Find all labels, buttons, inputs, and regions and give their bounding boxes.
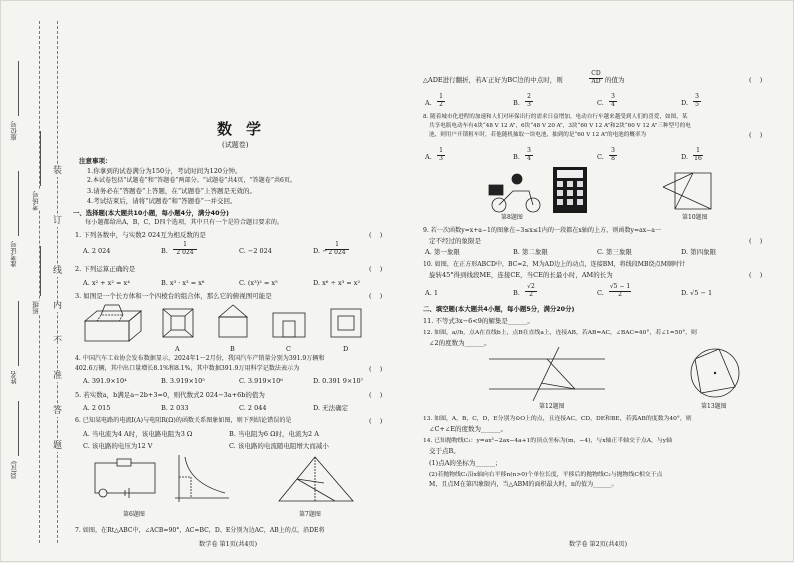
battery-keypad-illustration [553,167,587,213]
note-item: 1.你拿到的试卷满分为150分，考试时间为120分钟。 [87,167,242,175]
q12-q13-figures [489,347,769,403]
section2-heading: 二、填空题(本大题共4小题，每小题5分，满分20分) [423,305,575,313]
parallel-lines-figure [489,347,605,401]
strip-word: 订 [53,216,63,226]
q3-figures [79,303,379,345]
q4-option-a: A. 391.9×10⁴ [83,377,127,385]
question-7-cont: △ADE进行翻折，若A′正好为BC边的中点时，则 [423,76,563,84]
question-10-line: 旋转45°得到线段ME，连接CE，当CE的长最小时，AM的长为 [429,271,613,279]
q8-d-num: 1 [693,148,703,156]
strip-word: 线 [53,266,63,276]
q7-b-den: 3 [527,101,531,108]
question-13-line: ∠C+∠E的度数为______。 [429,425,508,433]
q3-option-c-figure [273,313,305,337]
q8-option-b: B. [513,153,520,161]
answer-paren: ( ) [749,271,763,279]
triangle-figure [279,457,353,501]
q10-c-num: √5 − 1 [609,283,631,290]
page-footer: 数学卷 第1页(共4页) [199,541,257,548]
q3-label-d: D [343,345,349,353]
q7-option-d: D. [681,99,689,107]
scooter-illustration [489,174,540,212]
binding-strip [1,1,69,563]
q1-option-a: A. 2 024 [83,247,111,255]
fig6-caption: 第6题图 [123,511,145,518]
q8-q10-figures [479,165,769,217]
answer-paren: ( ) [369,265,383,273]
q5-option-a: A. 2 015 [83,404,111,412]
q6-option-c: C. 该电路的电压为12 V [83,442,153,450]
q7-option-b: B. [513,99,520,107]
answer-paren: ( ) [369,365,383,373]
section1-heading: 一、选择题(本大题共10小题，每小题4分，满分40分) [73,209,229,217]
note-item: 2.本试卷包括“试题卷”和“答题卷”两部分。“试题卷”共4页，“答题卷”共6页。 [87,177,297,184]
q7-frac-den: AD [591,78,601,85]
fig10-caption: 第10题图 [682,214,708,221]
q2-option-b: B. x³ · x³ = x⁶ [161,279,205,287]
field-name: 姓名 [10,371,18,384]
fig13-caption: 第13题图 [701,403,727,410]
strip-word: 答 [53,406,63,416]
question-8-line: 共享电瓶电动车有4块“48 V 12 A”，6块“48 V 20 A”，3块“60 V 12 A”和2块“60 V 12 A”三种型号的电 [429,123,691,129]
q10-option-d: D. √5 − 1 [681,289,713,297]
q10-b-den: 2 [529,291,533,298]
q8-c-num: 3 [609,148,617,156]
q5-option-b: B. 2 033 [161,404,189,412]
q4-option-d: D. 0.391 9×10⁷ [313,377,364,385]
q6-option-b: B. 当电阻为6 Ω时，电流为2 A [229,430,319,438]
question-14-part-2: M，且点M在第四象限内，当△ABM的面积最大时，n的值为______。 [429,481,618,488]
field-county: 县(区) [10,461,18,480]
q7-d-den: 5 [695,101,699,108]
question-7-line: 7. 如图，在Rt△ABC中，∠ACB=90°，AC=BC，D、E分别为边AC，AB上的点，沿DE将 [75,527,325,534]
page-2 [419,1,781,563]
q1-option-b: B. [161,247,168,255]
question-14-part-1: (1)点A的坐标为______； [429,459,502,467]
question-8-line: 池，则用户开锁租车时，若他随机抽取一块电池，抽到的是“60 V 12 A”的电池的概率为 [429,132,647,138]
field-exam-id: 准考证号 [10,241,18,267]
question-14-line: 14. 已知抛物线C₁：y=ax²−2ax−4a+1的顶点坐标为(m，−4)，与x轴正半轴交于点A，与y轴 [423,438,672,444]
question-14-line: 交于点B。 [429,447,460,455]
q3-option-a-figure [163,309,193,337]
question-11: 11. 不等式3x−6<9的解集是______。 [423,317,534,325]
q1-frac-den: 2 024 [176,249,194,256]
fig8-caption: 第8题图 [501,214,523,221]
section1-intro: 每小题都给出A，B，C，D四个选项，其中只有一个是符合题目要求的。 [85,219,284,226]
strip-word: 不 [53,336,63,346]
q1-frac-den: 2 024 [328,249,346,256]
fig7-caption: 第7题图 [299,511,321,518]
circuit-diagram [95,459,155,498]
q8-option-c: C. [597,153,604,161]
q10-option-a: A. 1 [425,289,438,297]
q8-a-den: 3 [439,155,443,162]
page-footer: 数学卷 第2页(共4页) [569,541,627,548]
strip-word: 装 [53,166,63,176]
q1-option-c: C. −2 024 [239,247,272,255]
q8-c-den: 8 [611,155,615,162]
question-8-line: 8. 随着城市化进程的加速和人们对环保出行的需求日益增加，电动自行车越来越受到人们的喜爱，如图，某 [423,114,688,120]
question-6-stem: 6. 已知某电路的电流I(A)与电阻R(Ω)的函数关系图象如图，则下列结论错误的是 [75,417,292,424]
q5-option-d: D. 无法确定 [313,404,349,412]
q7-c-den: 4 [611,101,615,108]
answer-paren: ( ) [369,231,383,239]
q7-frac-num: CD [589,71,603,79]
field-class: 班级 [32,301,40,314]
q10-option-b: B. [513,289,520,297]
q7-a-num: 1 [437,94,445,102]
q1-frac-num: 1 [325,242,349,250]
q3-label-a: A [175,345,180,353]
q10-option-c: C. [597,289,604,297]
q10-c-den: 2 [618,291,622,298]
notes-heading: 注意事项： [79,157,112,165]
q9-option-b: B. 第二象限 [513,248,548,256]
answer-paren: ( ) [369,417,383,425]
q1-option-d: D. − [313,247,328,255]
q1-frac-num: 1 [173,242,197,250]
strip-word: 准 [53,371,63,381]
q7-c-num: 3 [609,94,617,102]
note-item: 3.请务必在“答题卷”上答题，在“试题卷”上答题是无效的。 [87,187,256,195]
answer-paren: ( ) [749,237,763,245]
q6-option-a: A. 当电流为4 A时，该电路电阻为3 Ω [83,430,193,438]
question-9-line: 定不经过的象限是 [429,237,481,245]
cut-line [57,21,58,543]
q8-d-den: 16 [694,155,702,162]
exam-title: 数学 [217,120,276,138]
q9-option-a: A. 第一象限 [425,248,460,256]
q5-option-c: C. 2 044 [239,404,267,412]
question-9-line: 9. 若一次函数y=x+a−1的图象在−3≤x≤1内的一段都在x轴的上方，则函数y=ax−a一 [423,227,662,234]
q3-option-b-figure [219,305,247,337]
exam-subtitle: (试题卷) [222,141,249,149]
q2-option-a: A. x² + x² = x⁴ [83,279,130,287]
answer-paren: ( ) [749,76,763,84]
q10-b-num: √2 [525,284,537,292]
answer-paren: ( ) [749,131,763,139]
page-1 [69,1,396,563]
q2-option-c: C. (x³)² = x⁵ [239,279,278,287]
circle-figure [691,349,739,397]
q7-d-num: 3 [693,94,701,102]
inverse-graph [175,455,229,502]
q8-option-d: D. [681,153,689,161]
square-geometry-figure [663,173,711,209]
q3-solid-figure [85,305,141,341]
question-5-stem: 5. 若实数a，b满足a−2b+3=0，则代数式2 024−3a+6b的值为 [75,391,265,399]
question-7-tail: 的值为 [605,76,625,84]
q6-option-d: C. 该电路的电流随电阻增大而减小 [229,442,329,450]
fig12-caption: 第12题图 [539,403,565,410]
answer-paren: ( ) [369,391,383,399]
question-14-part-2: (2)若抛物线C₁沿x轴向右平移n(n>0)个单位长度，平移后的抛物线C₂与抛物线C相交于点 [429,472,663,478]
question-12-line: 12. 如图，a//b，点A在直线b上，点B在直线a上，连接AB，若AB=AC，∠BAC=40°，若∠1=50°，则 [423,330,697,336]
q8-a-num: 1 [437,148,445,156]
question-12-line: ∠2的度数为______。 [429,339,491,347]
q7-option-c: C. [597,99,604,107]
question-1-stem: 1. 下列各数中，与实数2 024互为相反数的是 [75,231,206,239]
question-2-stem: 2. 下列运算正确的是 [75,265,136,273]
question-4-line: 4. 中国汽车工业协会发布数据显示，2024年1～2月份，我国汽车产销量分别为391.9万辆和 [75,355,325,362]
q8-b-den: 4 [527,155,531,162]
question-4-line: 402.6万辆，其中出口量增长8.1%和8.1%，其中数据391.9万用科学记数法表示为 [75,365,300,372]
q8-b-num: 3 [525,148,533,156]
q7-b-num: 2 [525,94,533,102]
q7-a-den: 2 [439,101,443,108]
q9-option-d: D. 第四象限 [681,248,717,256]
q4-option-b: B. 3.919×10⁵ [161,377,205,385]
q3-label-b: B [230,345,235,353]
field-exam-room: 考场号 [32,191,40,211]
q4-option-c: C. 3.919×10⁶ [239,377,283,385]
field-seat-number: 座位号 [10,121,18,141]
q3-option-d-figure [331,309,361,337]
answer-paren: ( ) [369,292,383,300]
q7-option-a: A. [425,99,432,107]
strip-word: 题 [53,441,63,451]
note-item: 4.考试结束后，请将“试题卷”和“答题卷”一并交回。 [87,197,237,205]
strip-word: 内 [53,301,63,311]
q2-option-d: D. x⁶ ÷ x³ = x² [313,279,361,287]
question-10-line: 10. 如图，在正方形ABCD中，BC=2，M为AD边上的动点，连接BM，将线段MB绕点M顺时针 [423,261,686,268]
q3-label-c: C [286,345,291,353]
question-13-line: 13. 如图，A，B，C，D，E分别为⊙O上的点，且连接AC，CD，DE和BE，若弧AB的度数为40°，则 [423,416,692,422]
question-3-stem: 3. 如图是一个长方体和一个四棱台的组合体，那么它的俯视图可能是 [75,292,272,300]
q9-option-c: C. 第三象限 [597,248,632,256]
q8-option-a: A. [425,153,432,161]
